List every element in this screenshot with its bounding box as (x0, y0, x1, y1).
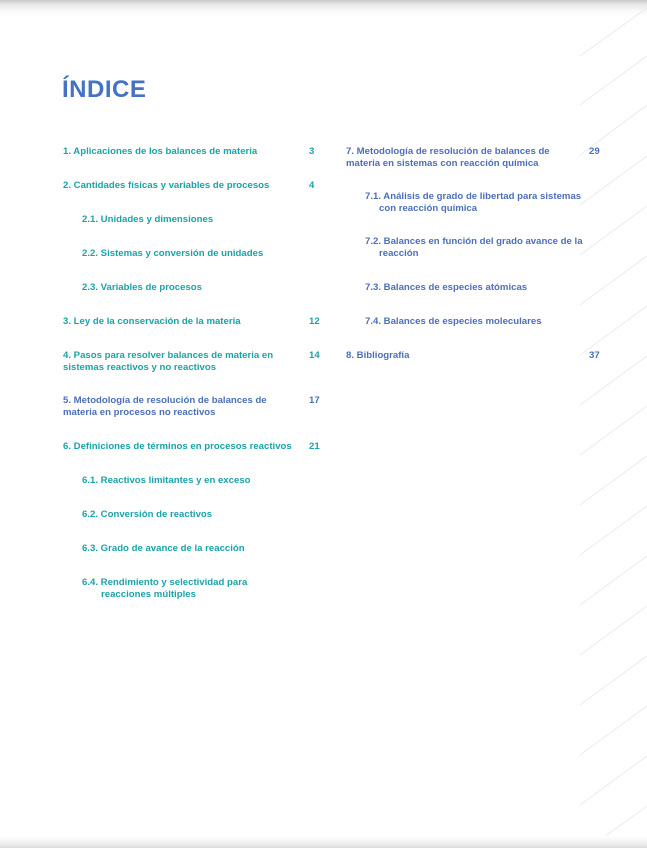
toc-entry-label: 2. Cantidades físicas y variables de procesos (63, 180, 270, 191)
toc-entry-label: 8. Bibliografía (346, 350, 410, 361)
toc-entry-label: 3. Ley de la conservación de la materia (63, 316, 241, 327)
toc-entry-label: 1. Aplicaciones de los balances de materia (63, 146, 258, 157)
toc-entry-label: 2.1. Unidades y dimensiones (82, 214, 214, 225)
toc-entry-6-1[interactable] (82, 475, 294, 487)
toc-page-number: 37 (589, 350, 600, 361)
toc-entry-7-2[interactable] (365, 236, 587, 259)
page-title: ÍNDICE (62, 76, 147, 103)
toc-entry-label: 4. Pasos para resolver balances de materia en sistemas reactivos y no reactivos (63, 350, 274, 373)
toc-page-number: 29 (589, 146, 600, 157)
toc-entry-label: 7. Metodología de resolución de balances de materia en sistemas con reacción química (346, 146, 550, 169)
toc-entry-label: 6.1. Reactivos limitantes y en exceso (82, 475, 251, 486)
toc-entry-label: 2.2. Sistemas y conversión de unidades (82, 248, 264, 259)
toc-entry-4[interactable] (63, 350, 320, 373)
toc-entry-6-2[interactable] (82, 509, 294, 521)
toc-entry-label: 7.4. Balances de especies moleculares (365, 316, 542, 327)
toc-entry-7[interactable] (346, 146, 600, 169)
toc-entry-label: 6.3. Grado de avance de la reacción (82, 543, 245, 554)
toc-entry-6-3[interactable] (82, 543, 294, 555)
toc-entry-6[interactable] (63, 441, 320, 453)
toc-entry-label: 6.4. Rendimiento y selectividad para reacciones múltiples (82, 577, 248, 600)
toc-entry-7-1[interactable] (365, 191, 587, 214)
toc-entry-3[interactable] (63, 316, 320, 328)
toc-entry-2-2[interactable] (82, 248, 294, 260)
toc-page-number: 17 (309, 395, 320, 406)
toc-entry-label: 7.3. Balances de especies atómicas (365, 282, 528, 293)
toc-entry-2-3[interactable] (82, 282, 294, 294)
toc-page-number: 4 (309, 180, 315, 191)
toc-page-number: 14 (309, 350, 320, 361)
toc-page-number: 12 (309, 316, 320, 327)
top-shadow (0, 0, 647, 16)
toc-entry-2-1[interactable] (82, 214, 294, 226)
toc-entry-1[interactable] (63, 146, 315, 158)
toc-entry-label: 5. Metodología de resolución de balances de materia en procesos no reactivos (63, 395, 267, 418)
toc-entry-7-4[interactable] (365, 316, 587, 328)
toc-entry-8[interactable] (346, 350, 600, 362)
toc-entry-label: 2.3. Variables de procesos (82, 282, 202, 293)
toc-entry-label: 6.2. Conversión de reactivos (82, 509, 213, 520)
bottom-shadow (0, 836, 647, 848)
toc-entry-label: 7.1. Análisis de grado de libertad para sistemas con reacción química (365, 191, 582, 214)
toc-entry-7-3[interactable] (365, 282, 587, 294)
toc-entry-label: 7.2. Balances en función del grado avance de la reacción (365, 236, 583, 259)
toc-entry-6-4[interactable] (82, 577, 294, 600)
toc-page-number: 3 (309, 146, 315, 157)
toc-entry-5[interactable] (63, 395, 320, 418)
toc-entry-2[interactable] (63, 180, 315, 192)
toc-page-number: 21 (309, 441, 320, 452)
toc-entry-label: 6. Definiciones de términos en procesos reactivos (63, 441, 292, 452)
